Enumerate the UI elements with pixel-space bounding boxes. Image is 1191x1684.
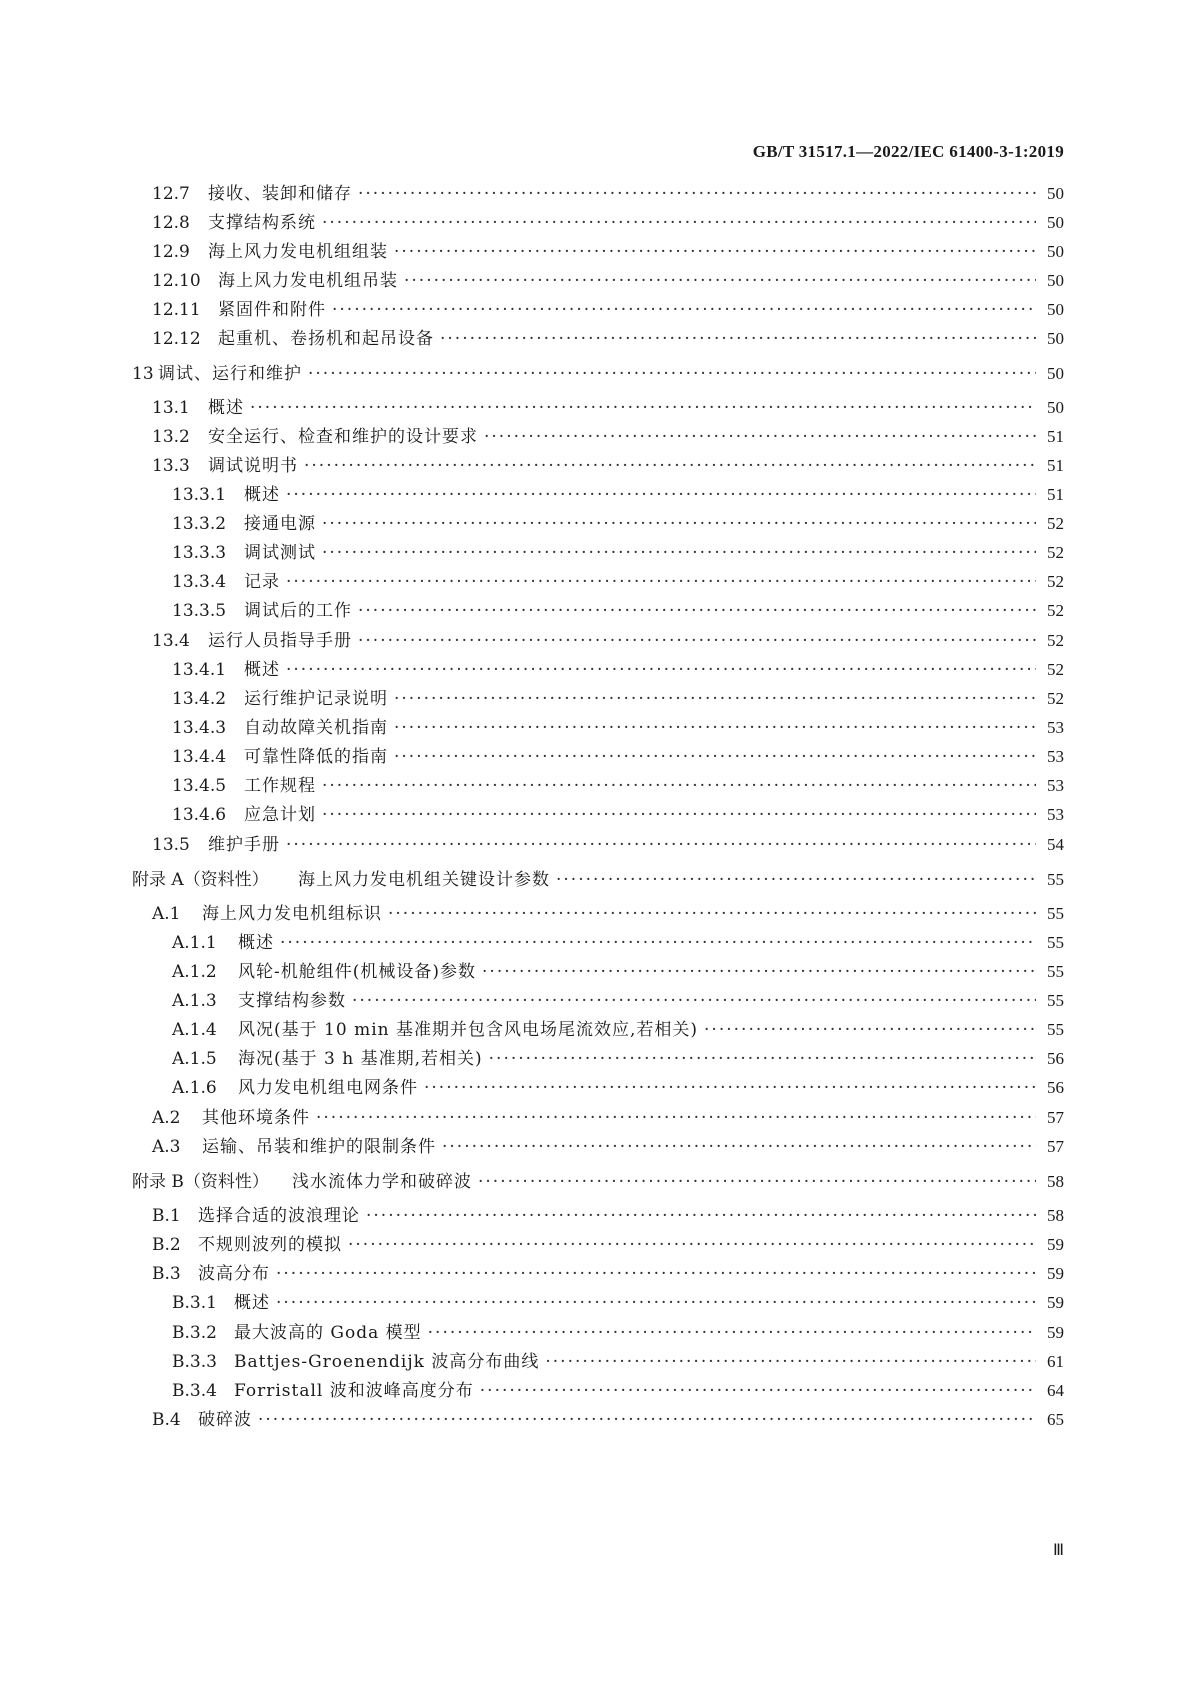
toc-entry-page: 53 — [1047, 718, 1064, 737]
toc-entry-number: A.1.2 — [172, 962, 217, 982]
toc-leader-dots — [308, 362, 1036, 386]
toc-entry-title: 支撑结构系统 — [208, 213, 316, 233]
toc-entry-number: 13.4.4 — [172, 747, 227, 767]
toc-entry[interactable] — [152, 298, 1064, 322]
toc-entry-page: 58 — [1047, 1206, 1064, 1225]
toc-entry-page: 53 — [1047, 776, 1064, 795]
toc-entry[interactable] — [152, 454, 1064, 478]
toc-entry[interactable] — [172, 483, 1064, 507]
toc-entry[interactable] — [152, 1233, 1064, 1257]
toc-leader-dots — [322, 512, 1036, 536]
toc-entry-number: B.3 — [152, 1264, 181, 1284]
toc-leader-dots — [358, 599, 1036, 623]
toc-leader-dots — [322, 803, 1036, 827]
toc-leader-dots — [276, 1291, 1036, 1315]
toc-entry-number: 12.12 — [152, 329, 201, 349]
toc-entry[interactable] — [152, 211, 1064, 235]
toc-entry-page: 61 — [1047, 1352, 1064, 1371]
toc-entry-title: 工作规程 — [244, 776, 316, 796]
toc-entry[interactable] — [172, 960, 1064, 984]
toc-entry-page: 55 — [1047, 870, 1064, 889]
toc-entry-title: 起重机、卷扬机和起吊设备 — [218, 329, 434, 349]
toc-entry[interactable] — [172, 1291, 1064, 1315]
toc-entry-title: 接收、装卸和储存 — [208, 184, 352, 204]
toc-entry-page: 50 — [1047, 213, 1064, 232]
toc-leader-dots — [322, 541, 1036, 565]
toc-leader-dots — [358, 629, 1036, 653]
toc-entry-title: 运输、吊装和维护的限制条件 — [202, 1137, 436, 1157]
toc-entry[interactable] — [172, 745, 1064, 769]
toc-leader-dots — [480, 1379, 1036, 1403]
toc-entry-page: 54 — [1047, 835, 1064, 854]
toc-entry[interactable] — [172, 1379, 1064, 1403]
toc-entry-number: A.2 — [152, 1108, 181, 1128]
toc-entry-page: 52 — [1047, 660, 1064, 679]
toc-entry[interactable] — [172, 803, 1064, 827]
toc-entry[interactable] — [152, 1262, 1064, 1286]
toc-entry-title: 概述 — [238, 933, 274, 953]
toc-leader-dots — [348, 1233, 1036, 1257]
toc-leader-dots — [394, 745, 1036, 769]
toc-entry-page: 65 — [1047, 1410, 1064, 1429]
toc-entry[interactable] — [152, 833, 1064, 857]
toc-entry-page: 53 — [1047, 805, 1064, 824]
toc-entry-page: 64 — [1047, 1381, 1064, 1400]
toc-entry-title: 海上风力发电机组标识 — [202, 904, 382, 924]
toc-entry-page: 59 — [1047, 1323, 1064, 1342]
toc-entry-page: 51 — [1047, 456, 1064, 475]
toc-leader-dots — [304, 454, 1036, 478]
toc-entry-page: 55 — [1047, 933, 1064, 952]
toc-entry-page: 56 — [1047, 1078, 1064, 1097]
toc-entry-page: 55 — [1047, 962, 1064, 981]
toc-leader-dots — [388, 902, 1036, 926]
toc-entry-number: 13.1 — [152, 398, 190, 418]
toc-entry[interactable] — [152, 1135, 1064, 1159]
toc-entry-number: 13 — [132, 364, 154, 384]
toc-entry-page: 59 — [1047, 1235, 1064, 1254]
toc-leader-dots — [280, 931, 1036, 955]
toc-entry-page: 50 — [1047, 398, 1064, 417]
toc-entry-number: 13.3.1 — [172, 485, 227, 505]
toc-entry-title: 海上风力发电机组组装 — [208, 242, 388, 262]
toc-entry[interactable] — [172, 1350, 1064, 1374]
toc-entry[interactable] — [172, 1047, 1064, 1071]
toc-entry-page: 55 — [1047, 904, 1064, 923]
toc-entry-title: 选择合适的波浪理论 — [198, 1206, 360, 1226]
toc-entry-number: A.1.5 — [172, 1049, 217, 1069]
toc-entry[interactable] — [152, 425, 1064, 449]
toc-entry[interactable] — [172, 570, 1064, 594]
toc-leader-dots — [484, 425, 1036, 449]
toc-entry-number: 13.4.2 — [172, 689, 227, 709]
toc-entry-title: 记录 — [244, 572, 280, 592]
toc-leader-dots — [286, 570, 1036, 594]
toc-entry[interactable] — [172, 1321, 1064, 1345]
toc-leader-dots — [286, 658, 1036, 682]
toc-entry-number: B.3.1 — [172, 1293, 217, 1313]
toc-entry[interactable] — [172, 541, 1064, 565]
toc-entry-page: 55 — [1047, 991, 1064, 1010]
toc-entry-number: 13.4.3 — [172, 718, 227, 738]
toc-entry-number: 13.3 — [152, 456, 190, 476]
toc-entry-number: 附录 B（资料性） — [132, 1172, 269, 1192]
toc-entry[interactable] — [172, 599, 1064, 623]
standard-code-header: GB/T 31517.1—2022/IEC 61400-3-1:2019 — [752, 142, 1064, 161]
toc-entry-title: 概述 — [234, 1293, 270, 1313]
toc-entry-number: A.1.6 — [172, 1078, 217, 1098]
toc-leader-dots — [394, 240, 1036, 264]
toc-leader-dots — [316, 1106, 1036, 1130]
toc-entry[interactable] — [152, 629, 1064, 653]
toc-entry-page: 50 — [1047, 364, 1064, 383]
toc-leader-dots — [394, 687, 1036, 711]
toc-entry-number: A.1.1 — [172, 933, 217, 953]
toc-entry-number: B.4 — [152, 1410, 181, 1430]
toc-entry-title: 概述 — [208, 398, 244, 418]
toc-entry[interactable] — [172, 1076, 1064, 1100]
toc-entry-page: 56 — [1047, 1049, 1064, 1068]
toc-leader-dots — [286, 833, 1036, 857]
toc-entry-page: 52 — [1047, 631, 1064, 650]
toc-entry-page: 50 — [1047, 329, 1064, 348]
toc-entry-title: 自动故障关机指南 — [244, 718, 388, 738]
toc-entry-title: 最大波高的 Goda 模型 — [234, 1323, 422, 1343]
toc-entry-page: 51 — [1047, 485, 1064, 504]
toc-entry[interactable] — [132, 868, 1064, 892]
toc-entry[interactable] — [172, 931, 1064, 955]
toc-entry-title: 紧固件和附件 — [218, 300, 326, 320]
toc-leader-dots — [258, 1408, 1036, 1432]
toc-entry-number: 13.4.5 — [172, 776, 227, 796]
toc-entry-number: B.1 — [152, 1206, 181, 1226]
toc-entry[interactable] — [172, 658, 1064, 682]
toc-entry-page: 50 — [1047, 300, 1064, 319]
toc-entry-page: 53 — [1047, 747, 1064, 766]
toc-leader-dots — [440, 327, 1036, 351]
toc-leader-dots — [489, 1047, 1036, 1071]
toc-entry-number: 13.4.1 — [172, 660, 227, 680]
toc-entry-title: 调试后的工作 — [244, 601, 352, 621]
toc-entry[interactable] — [172, 687, 1064, 711]
toc-entry-page: 50 — [1047, 271, 1064, 290]
toc-leader-dots — [404, 269, 1036, 293]
toc-entry-number: A.1 — [152, 904, 181, 924]
toc-entry-page: 59 — [1047, 1293, 1064, 1312]
toc-leader-dots — [478, 1170, 1036, 1194]
toc-leader-dots — [704, 1018, 1036, 1042]
toc-leader-dots — [322, 211, 1036, 235]
toc-entry-title: 浅水流体力学和破碎波 — [292, 1172, 472, 1192]
toc-entry-number: 12.11 — [152, 300, 201, 320]
toc-entry-title: 风力发电机组电网条件 — [238, 1078, 418, 1098]
toc-leader-dots — [352, 989, 1036, 1013]
toc-entry-title: 海上风力发电机组关键设计参数 — [298, 870, 550, 890]
toc-entry[interactable] — [172, 774, 1064, 798]
toc-leader-dots — [366, 1204, 1036, 1228]
toc-leader-dots — [482, 960, 1036, 984]
toc-entry-page: 50 — [1047, 184, 1064, 203]
toc-entry-title: 运行人员指导手册 — [208, 631, 352, 651]
toc-entry[interactable] — [152, 1408, 1064, 1432]
toc-entry-title: 可靠性降低的指南 — [244, 747, 388, 767]
toc-entry-number: 13.4 — [152, 631, 190, 651]
toc-entry-number: 13.3.2 — [172, 514, 227, 534]
toc-entry-page: 59 — [1047, 1264, 1064, 1283]
toc-leader-dots — [358, 182, 1036, 206]
toc-entry-page: 52 — [1047, 514, 1064, 533]
toc-leader-dots — [250, 396, 1036, 420]
toc-entry[interactable] — [132, 362, 1064, 386]
toc-entry-number: 13.4.6 — [172, 805, 227, 825]
toc-entry-title: 其他环境条件 — [202, 1108, 310, 1128]
toc-entry-title: 调试、运行和维护 — [158, 364, 302, 384]
toc-entry-page: 57 — [1047, 1137, 1064, 1156]
toc-entry-page: 57 — [1047, 1108, 1064, 1127]
toc-entry-number: B.3.4 — [172, 1381, 217, 1401]
toc-entry-page: 58 — [1047, 1172, 1064, 1191]
toc-entry[interactable] — [152, 902, 1064, 926]
toc-entry[interactable] — [152, 396, 1064, 420]
toc-entry-title: 波高分布 — [198, 1264, 270, 1284]
toc-entry-number: 12.9 — [152, 242, 190, 262]
toc-entry-number: 附录 A（资料性） — [132, 870, 269, 890]
toc-entry[interactable] — [172, 1018, 1064, 1042]
toc-entry-number: 13.5 — [152, 835, 190, 855]
toc-entry-number: 13.3.5 — [172, 601, 227, 621]
toc-entry-title: 海况(基于 3 h 基准期,若相关) — [238, 1049, 483, 1069]
toc-entry-number: 12.8 — [152, 213, 190, 233]
toc-entry-title: 概述 — [244, 485, 280, 505]
toc-entry-page: 55 — [1047, 1020, 1064, 1039]
toc-entry-title: 破碎波 — [198, 1410, 252, 1430]
toc-entry-number: 13.3.3 — [172, 543, 227, 563]
toc-leader-dots — [286, 483, 1036, 507]
toc-entry-page: 52 — [1047, 572, 1064, 591]
toc-entry-page: 50 — [1047, 242, 1064, 261]
toc-entry-number: B.2 — [152, 1235, 181, 1255]
page-number: Ⅲ — [1052, 1542, 1064, 1559]
toc-entry[interactable] — [152, 327, 1064, 351]
toc-entry[interactable] — [172, 716, 1064, 740]
toc-entry-title: 不规则波列的模拟 — [198, 1235, 342, 1255]
toc-leader-dots — [428, 1321, 1036, 1345]
toc-entry[interactable] — [132, 1170, 1064, 1194]
toc-leader-dots — [332, 298, 1036, 322]
toc-leader-dots — [545, 1350, 1036, 1374]
toc-leader-dots — [322, 774, 1036, 798]
toc-leader-dots — [394, 716, 1036, 740]
toc-entry-number: B.3.3 — [172, 1352, 217, 1372]
toc-entry-title: 支撑结构参数 — [238, 991, 346, 1011]
toc-entry-number: B.3.2 — [172, 1323, 217, 1343]
toc-entry-title: 维护手册 — [208, 835, 280, 855]
toc-entry-title: 风况(基于 10 min 基准期并包含风电场尾流效应,若相关) — [238, 1020, 699, 1040]
toc-entry[interactable] — [152, 240, 1064, 264]
toc-entry-page: 52 — [1047, 543, 1064, 562]
toc-leader-dots — [424, 1076, 1036, 1100]
toc-entry-title: 运行维护记录说明 — [244, 689, 388, 709]
toc-entry[interactable] — [152, 1106, 1064, 1130]
toc-entry-title: Battjes-Groenendijk 波高分布曲线 — [234, 1352, 540, 1372]
toc-entry-title: 调试测试 — [244, 543, 316, 563]
toc-entry[interactable] — [172, 512, 1064, 536]
toc-entry-title: 海上风力发电机组吊装 — [218, 271, 398, 291]
toc-entry-number: A.1.3 — [172, 991, 217, 1011]
toc-entry-number: 13.2 — [152, 427, 190, 447]
toc-entry-number: A.1.4 — [172, 1020, 217, 1040]
toc-entry[interactable] — [152, 269, 1064, 293]
toc-entry-number: 12.7 — [152, 184, 190, 204]
toc-entry-page: 52 — [1047, 601, 1064, 620]
toc-entry-title: 概述 — [244, 660, 280, 680]
toc-entry-number: 13.3.4 — [172, 572, 227, 592]
toc-entry-title: 安全运行、检查和维护的设计要求 — [208, 427, 478, 447]
toc-entry-title: 接通电源 — [244, 514, 316, 534]
toc-leader-dots — [442, 1135, 1036, 1159]
toc-entry-title: Forristall 波和波峰高度分布 — [234, 1381, 474, 1401]
toc-entry[interactable] — [152, 182, 1064, 206]
toc-entry-title: 风轮-机舱组件(机械设备)参数 — [238, 962, 477, 982]
toc-leader-dots — [276, 1262, 1036, 1286]
toc-entry[interactable] — [152, 1204, 1064, 1228]
toc-entry[interactable] — [172, 989, 1064, 1013]
toc-entry-number: A.3 — [152, 1137, 181, 1157]
toc-entry-title: 调试说明书 — [208, 456, 298, 476]
toc-leader-dots — [556, 868, 1036, 892]
toc-entry-title: 应急计划 — [244, 805, 316, 825]
toc-entry-page: 52 — [1047, 689, 1064, 708]
toc-entry-number: 12.10 — [152, 271, 201, 291]
toc-entry-page: 51 — [1047, 427, 1064, 446]
